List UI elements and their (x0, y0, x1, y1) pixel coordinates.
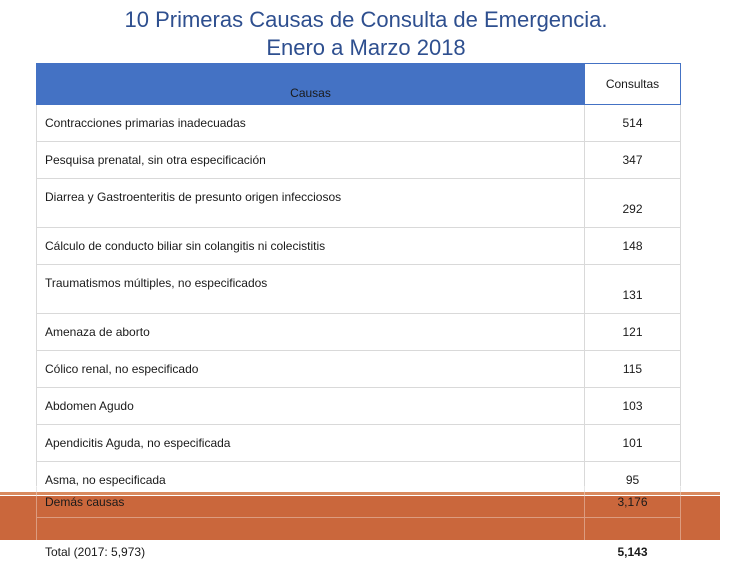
count-cell: 101 (585, 425, 681, 462)
title-line-1: 10 Primeras Causas de Consulta de Emergencia. (0, 6, 732, 34)
cause-cell: Asma, no especificada (37, 462, 585, 499)
cause-cell: Cólico renal, no especificado (37, 351, 585, 388)
causes-table (36, 63, 678, 498)
table-row (37, 425, 681, 462)
count-cell: 292 (585, 179, 681, 228)
count-cell: 514 (585, 105, 681, 142)
cause-cell: Contracciones primarias inadecuadas (37, 105, 585, 142)
count-cell: 148 (585, 228, 681, 265)
count-cell: 3,176 (585, 487, 681, 518)
cause-cell: Total (2017: 5,973) (37, 518, 585, 572)
cause-cell: Cálculo de conducto biliar sin colangitis ni colecistitis (37, 228, 585, 265)
count-cell: 347 (585, 142, 681, 179)
cause-cell: Demás causas (37, 487, 585, 518)
summary-rows (36, 486, 678, 572)
count-cell: 95 (585, 462, 681, 499)
table-row (37, 105, 681, 142)
table-row (37, 388, 681, 425)
table-row (37, 142, 681, 179)
table-header-row (37, 64, 681, 105)
count-cell: 115 (585, 351, 681, 388)
title-line-2: Enero a Marzo 2018 (0, 34, 732, 62)
page-title (0, 6, 732, 62)
table-row-total (37, 518, 681, 572)
cause-cell: Amenaza de aborto (37, 314, 585, 351)
count-cell: 131 (585, 265, 681, 314)
count-cell: 5,143 (585, 518, 681, 572)
table-row (37, 351, 681, 388)
cause-cell: Apendicitis Aguda, no especificada (37, 425, 585, 462)
cause-cell: Pesquisa prenatal, sin otra especificación (37, 142, 585, 179)
cause-cell: Traumatismos múltiples, no especificados (37, 265, 585, 314)
table-row (37, 179, 681, 228)
table-row (37, 265, 681, 314)
header-consultas: Consultas (585, 64, 681, 105)
table-row (37, 228, 681, 265)
cause-cell: Abdomen Agudo (37, 388, 585, 425)
count-cell: 103 (585, 388, 681, 425)
header-causas: Causas (37, 64, 585, 105)
table-row (37, 314, 681, 351)
table-row-demas (37, 487, 681, 518)
cause-cell: Diarrea y Gastroenteritis de presunto origen infecciosos (37, 179, 585, 228)
count-cell: 121 (585, 314, 681, 351)
